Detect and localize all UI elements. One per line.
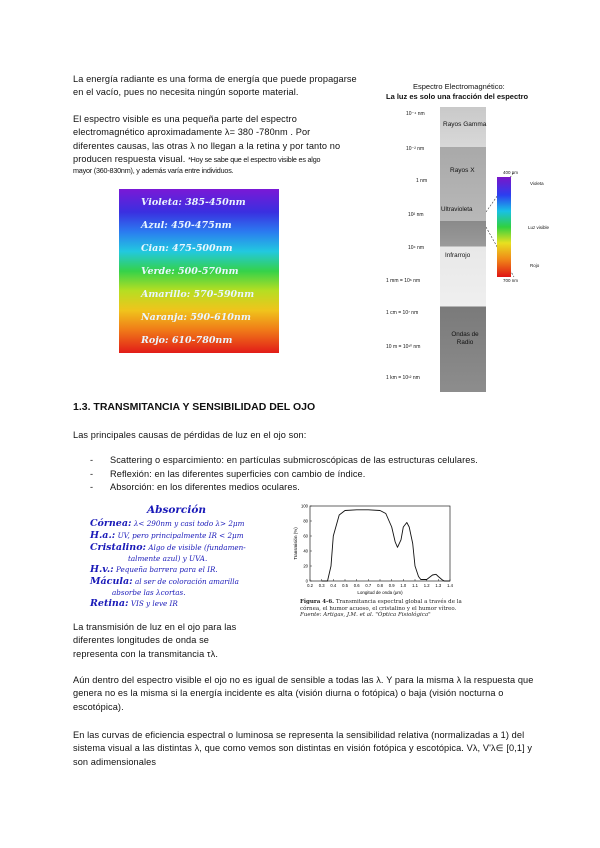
em-band-column (440, 107, 486, 392)
intro-line-3: diferentes causas, las otras λ no llegan a la retina y por tanto no (73, 140, 341, 151)
x-axis-label: Longitud de onda (μm) (357, 590, 403, 595)
intro-line-4 (73, 153, 373, 166)
x-tick-label: 0.5 (342, 583, 348, 588)
intro-note: *Hoy se sabe que el espectro visible es algo (188, 154, 321, 164)
absorption-row: Mácula: al ser de coloración amarilla (90, 576, 239, 587)
caption-source: Fuente: Artigas, J.M. et al. "Óptica Fisiológica" (300, 612, 431, 618)
closing-paragraph-1: Aún dentro del espectro visible el ojo no es igual de sensible a todas las λ. Y para la misma λ la respuesta que genera no es la misma si la energía incidente es alta (visión diurna o fotópica) o baja (visión nocturna o escotópica). (73, 675, 534, 712)
x-tick-label: 1.3 (435, 583, 442, 588)
x-tick-label: 0.8 (377, 583, 383, 588)
em-zoom-bottom: 700 nm (503, 278, 519, 283)
transmission-line: La transmisión de luz en el ojo para las (73, 622, 237, 632)
band-verde: Verde: 500-570nm (141, 266, 239, 277)
absorption-row: talmente azul) y UVA. (128, 554, 208, 563)
em-zoom-red: Rojo (530, 263, 540, 268)
intro-line-2: electromagnético aproximadamente λ= 380 -780nm . Por (73, 127, 311, 138)
absorption-box (80, 500, 300, 620)
y-tick-label: 100 (301, 503, 308, 509)
em-scale-4: 10⁴ nm (408, 245, 425, 251)
intro-line-4a: producen respuesta visual. (73, 153, 189, 164)
y-tick-label: 20 (303, 563, 308, 569)
em-scale-7: 10 m = 10¹⁰ nm (386, 344, 421, 350)
transmission-line: representa con la transmitancia τλ. (73, 648, 219, 659)
x-tick-label: 1.1 (412, 583, 418, 588)
absorption-row: Córnea: λ< 290nm y casi todo λ> 2μm (90, 518, 245, 529)
transmittance-chart (290, 500, 460, 596)
em-visible-zoom-bar (497, 177, 511, 277)
section-heading: 1.3. TRANSMITANCIA Y SENSIBILIDAD DEL OJO (73, 401, 316, 413)
visible-spectrum-box (119, 189, 279, 353)
em-scale-1: 10⁻² nm (406, 146, 425, 152)
loss-causes-list (90, 454, 560, 494)
y-tick-label: 60 (303, 533, 308, 539)
em-scale-3: 10² nm (408, 212, 424, 218)
y-tick-label: 0 (305, 578, 308, 584)
y-tick-label: 40 (303, 548, 308, 554)
caption-label: Figura 4-6. (300, 599, 335, 605)
list-item: - Reflexión: en las diferentes superficies con cambio de índice. (90, 468, 560, 481)
intro-paragraph-2 (73, 113, 373, 176)
x-tick-label: 0.9 (388, 583, 395, 588)
em-scale-6: 1 cm = 10⁷ nm (386, 310, 419, 316)
closing-paragraph-2: En las curvas de eficiencia espectral o luminosa se representa la sensibilidad relativa (normalizadas a 1) del sistema visual a las distintas λ, que como vemos son distintas en visión fotópica y escotópica. Vλ, V'λ∈ [0,1] y son adimensionales (73, 730, 533, 767)
list-item: - Absorción: en los diferentes medios oculares. (90, 481, 560, 494)
chart-caption (300, 599, 475, 619)
em-scale-5: 1 mm = 10⁶ nm (386, 278, 421, 284)
band-cian: Cian: 475-500nm (141, 243, 233, 254)
x-tick-label: 0.2 (307, 583, 313, 588)
y-tick-label: 80 (303, 518, 308, 524)
absorption-row: H.a.: UV, pero principalmente IR < 2μm (90, 530, 244, 541)
em-band-uv: Ultravioleta (441, 206, 473, 213)
absorption-row: absorbe las λcortas. (112, 588, 186, 597)
band-rojo: Rojo: 610-780nm (141, 335, 233, 346)
em-title: Espectro Electromagnético: (413, 82, 505, 91)
em-band-radio: Ondas de Radio (451, 331, 479, 346)
absorption-row: Cristalino: Algo de visible (fundamen- (90, 542, 246, 553)
em-scale-0: 10⁻⁴ nm (406, 111, 425, 117)
em-band-xray: Rayos X (450, 167, 475, 174)
em-zoom-top: 400 nm (503, 170, 519, 175)
series-line (322, 510, 450, 581)
absorption-title: Absorción (147, 504, 206, 516)
x-tick-label: 0.6 (353, 583, 360, 588)
x-tick-label: 1.4 (447, 583, 453, 588)
x-tick-label: 1.0 (400, 583, 407, 588)
em-band-gamma: Rayos Gamma (443, 121, 487, 128)
em-subtitle: La luz es solo una fracción del espectro (386, 92, 529, 101)
em-zoom-visible: Luz visible (528, 225, 550, 230)
band-azul: Azul: 450-475nm (141, 220, 232, 231)
band-violeta: Violeta: 385-450nm (141, 197, 246, 208)
em-scale-8: 1 km = 10¹² nm (386, 375, 420, 381)
x-tick-label: 0.3 (318, 583, 325, 588)
caption-text: Transmitancia espectral global a través de la córnea, el humor acuoso, el cristalino y el humor vítreo. (300, 599, 462, 612)
intro-paragraph-1: La energía radiante es una forma de energía que puede propagarse en el vacío, pues no necesita ningún soporte material. (73, 74, 357, 98)
list-item: - Scattering o esparcimiento: en partículas submicroscópicas de las estructuras celulares. (90, 454, 560, 467)
y-axis-label: Transmisión (%) (293, 527, 298, 560)
em-band-ir: Infrarrojo (445, 252, 471, 259)
x-tick-label: 0.7 (365, 583, 372, 588)
x-tick-label: 1.2 (423, 583, 430, 588)
band-amarillo: Amarillo: 570-590nm (141, 289, 255, 300)
em-zoom-violet: Violeta (530, 181, 544, 186)
transmission-text (73, 621, 293, 661)
absorption-row: H.v.: Pequeña barrera para el IR. (90, 564, 218, 575)
band-naranja: Naranja: 590-610nm (141, 312, 251, 323)
intro-line-1: El espectro visible es una pequeña parte del espectro (73, 114, 297, 124)
plot-frame (310, 506, 450, 581)
section-intro: Las principales causas de pérdidas de luz en el ojo son: (73, 430, 307, 440)
x-tick-label: 0.4 (330, 583, 337, 588)
em-scale-2: 1 nm (416, 178, 428, 184)
intro-note-line-2: mayor (360-830nm), y además varía entre individuos. (73, 166, 234, 176)
absorption-row: Retina: VIS y leve IR (90, 598, 178, 609)
em-spectrum-figure (380, 82, 560, 394)
transmission-line: diferentes longitudes de onda se (73, 635, 210, 646)
